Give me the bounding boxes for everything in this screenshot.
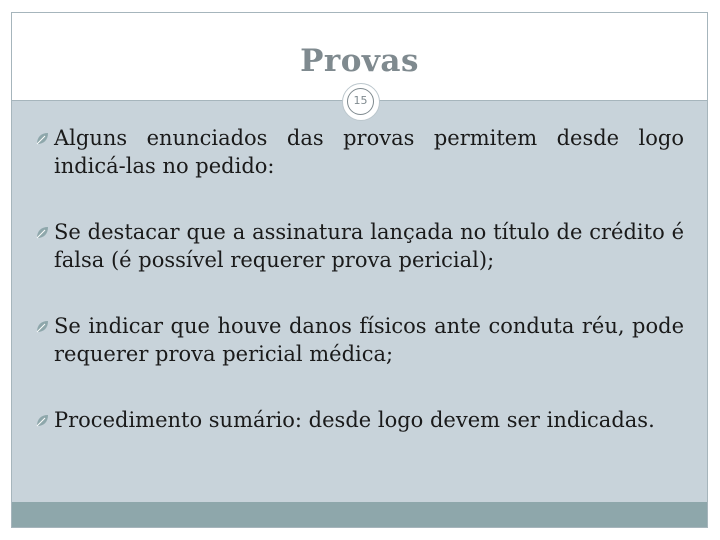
- slide-title: Provas: [300, 43, 419, 79]
- bullet-list: [36, 124, 684, 472]
- bullet-text: Se indicar que houve danos físicos ante conduta réu, pode requerer prova pericial médica;: [54, 314, 684, 366]
- bullet-text: Se destacar que a assinatura lançada no título de crédito é falsa (é possível requerer prova pericial);: [54, 220, 684, 272]
- leaf-bullet-icon: [36, 320, 49, 333]
- bullet-text: Alguns enunciados das provas permitem desde logo indicá-las no pedido:: [54, 126, 684, 178]
- bullet-item: [36, 406, 684, 434]
- page-number-badge: [342, 83, 380, 121]
- leaf-bullet-icon: [36, 226, 49, 239]
- bullet-item: [36, 312, 684, 368]
- leaf-bullet-icon: [36, 414, 49, 427]
- page-number: 15: [347, 88, 374, 115]
- leaf-bullet-icon: [36, 132, 49, 145]
- bullet-text: Procedimento sumário: desde logo devem ser indicadas.: [54, 408, 655, 432]
- footer-bar: [12, 502, 707, 527]
- bullet-item: [36, 218, 684, 274]
- bullet-item: [36, 124, 684, 180]
